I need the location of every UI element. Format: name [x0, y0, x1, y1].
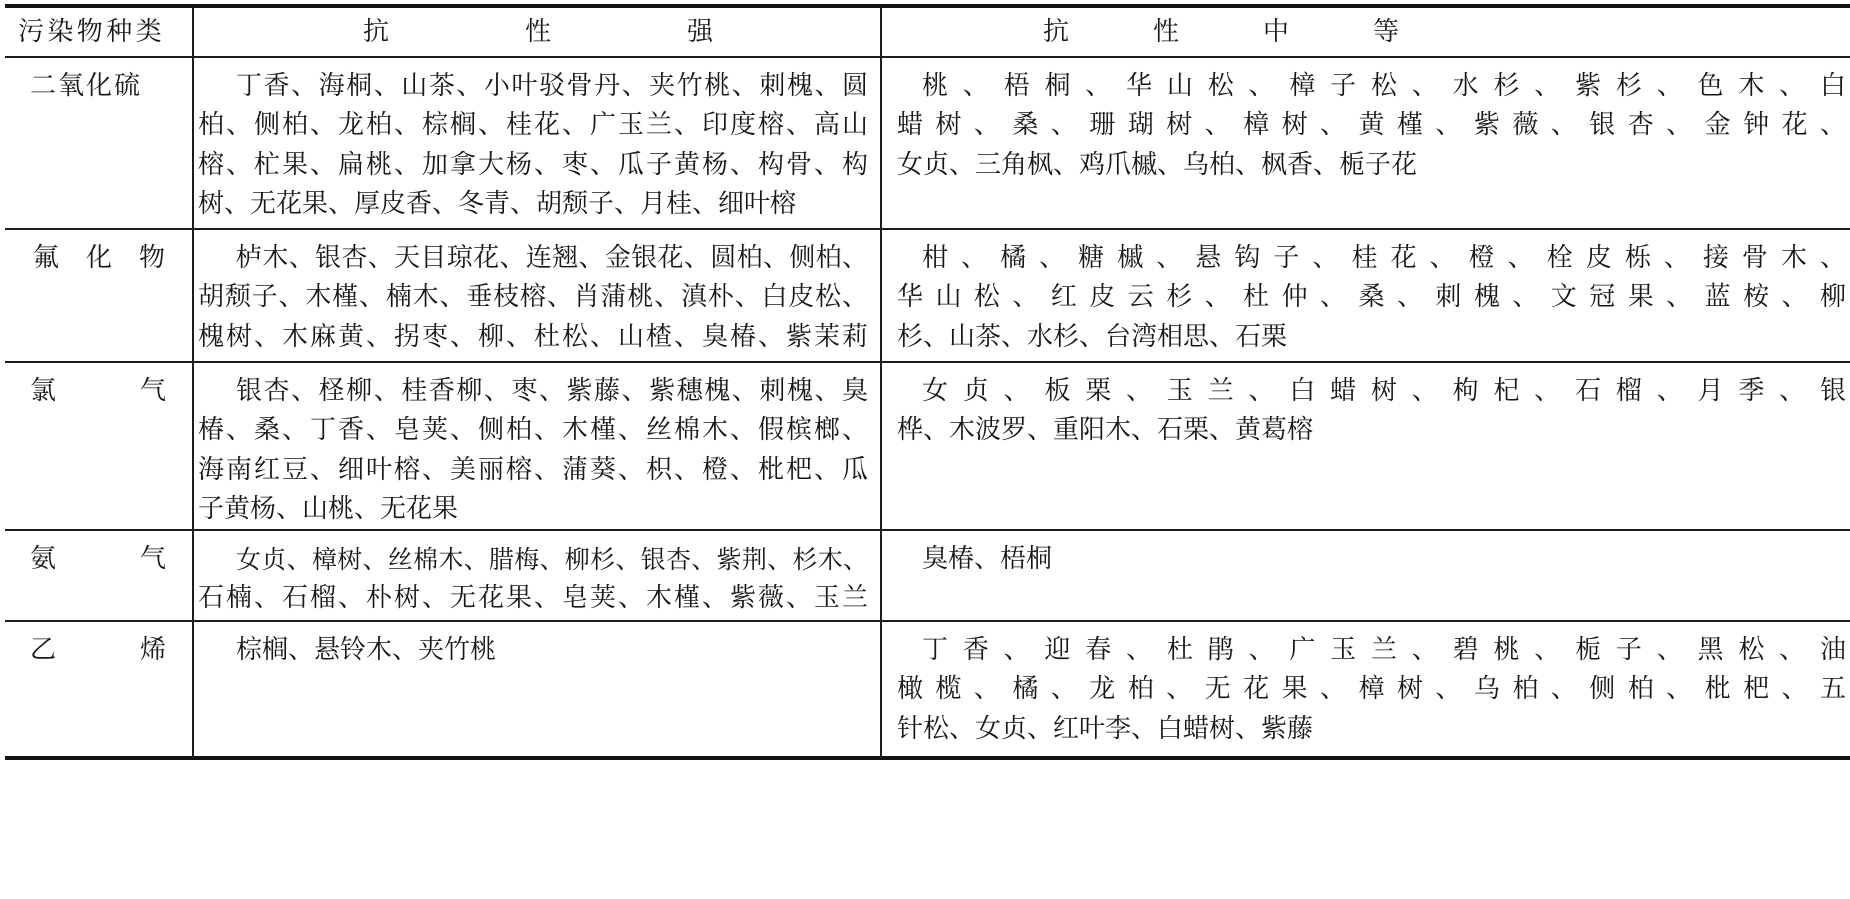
strong-resistance-cell — [192, 230, 880, 361]
medium-resistance-cell — [880, 363, 1850, 529]
text-line: 橄榄、橘、龙柏、无花果、樟树、乌柏、侧柏、枇杷、五 — [897, 674, 1846, 705]
medium-resistance-cell — [880, 58, 1850, 228]
text-line: 蜡树、桑、珊瑚树、樟树、黄槿、紫薇、银杏、金钟花、 — [897, 110, 1846, 141]
text-line: 女贞、樟树、丝棉木、腊梅、柳杉、银杏、紫荆、杉木、 — [236, 545, 868, 574]
header-cell-pollutant — [5, 8, 192, 56]
text-line: 针松、女贞、红叶李、白蜡树、紫藤 — [897, 713, 1314, 744]
text-line: 棕榈、悬铃木、夹竹桃 — [236, 635, 497, 665]
header-cell-strong — [192, 8, 880, 56]
resistance-table — [5, 4, 1850, 760]
pollutant-label: 氟化物 — [33, 243, 193, 273]
text-line: 桦、木波罗、重阳木、石栗、黄葛榕 — [897, 415, 1314, 446]
table-row — [5, 363, 1850, 531]
medium-resistance-cell — [880, 230, 1850, 361]
pollutant-cell — [5, 531, 251, 620]
strong-resistance-cell — [192, 531, 880, 620]
header-pollutant-label: 污染物种类 — [18, 17, 166, 47]
table-row — [5, 531, 1850, 622]
text-line: 栌木、银杏、天目琼花、连翘、金银花、圆柏、侧柏、 — [236, 243, 868, 273]
text-line: 女贞、三角枫、鸡爪槭、乌柏、枫香、栀子花 — [897, 149, 1418, 180]
text-line: 胡颓子、木槿、楠木、垂枝榕、肖蒲桃、滇朴、白皮松、 — [198, 282, 868, 313]
text-line: 柏、侧柏、龙柏、棕榈、桂花、广玉兰、印度榕、高山 — [198, 110, 868, 141]
header-medium-label: 抗性中等 — [1043, 17, 1484, 47]
text-line: 华山松、红皮云杉、杜仲、桑、刺槐、文冠果、蓝桉、柳 — [897, 282, 1846, 313]
pollutant-label: 乙烯 — [30, 635, 251, 665]
table-header-row — [5, 8, 1850, 58]
pollutant-cell — [5, 363, 251, 529]
strong-resistance-cell — [192, 622, 880, 756]
medium-resistance-cell — [880, 622, 1850, 756]
table-row — [5, 230, 1850, 363]
text-line: 榕、杧果、扁桃、加拿大杨、枣、瓜子黄杨、构骨、构 — [198, 149, 868, 180]
table-row — [5, 58, 1850, 230]
text-line: 丁香、迎春、杜鹃、广玉兰、碧桃、栀子、黑松、油 — [922, 635, 1846, 665]
strong-resistance-cell — [192, 58, 880, 228]
text-line: 女贞、板栗、玉兰、白蜡树、枸杞、石榴、月季、银 — [922, 376, 1846, 406]
text-line: 杉、山茶、水杉、台湾相思、石栗 — [897, 321, 1288, 352]
text-line: 银杏、柽柳、桂香柳、枣、紫藤、紫穗槐、刺槐、臭 — [236, 376, 868, 406]
text-line: 桃、梧桐、华山松、樟子松、水杉、紫杉、色木、白 — [922, 71, 1846, 101]
pollutant-label: 氨气 — [30, 544, 251, 574]
text-line: 海南红豆、细叶榕、美丽榕、蒲葵、枳、橙、枇杷、瓜 — [198, 454, 868, 485]
text-line: 子黄杨、山桃、无花果 — [198, 493, 459, 524]
pollutant-cell — [5, 622, 251, 756]
text-line: 槐树、木麻黄、拐枣、柳、杜松、山楂、臭椿、紫茉莉 — [198, 321, 868, 352]
medium-resistance-cell — [880, 531, 1850, 620]
text-line: 丁香、海桐、山茶、小叶驳骨丹、夹竹桃、刺槐、圆 — [236, 71, 868, 101]
header-cell-medium — [880, 8, 1850, 56]
pollutant-label: 氯气 — [30, 376, 251, 406]
header-strong-label: 抗性强 — [363, 17, 850, 47]
text-line: 臭椿、梧桐 — [922, 544, 1053, 574]
text-line: 树、无花果、厚皮香、冬青、胡颓子、月桂、细叶榕 — [198, 188, 797, 219]
text-line: 石楠、石榴、朴树、无花果、皂荚、木槿、紫薇、玉兰 — [198, 583, 868, 614]
pollutant-cell — [5, 58, 192, 228]
text-line: 椿、桑、丁香、皂荚、侧柏、木槿、丝棉木、假槟榔、 — [198, 415, 868, 446]
text-line: 柑、橘、糖槭、悬钩子、桂花、橙、栓皮栎、接骨木、 — [922, 243, 1846, 273]
pollutant-cell — [5, 230, 192, 361]
pollutant-label: 二氧化硫 — [30, 71, 143, 101]
table-row — [5, 622, 1850, 756]
strong-resistance-cell — [192, 363, 880, 529]
